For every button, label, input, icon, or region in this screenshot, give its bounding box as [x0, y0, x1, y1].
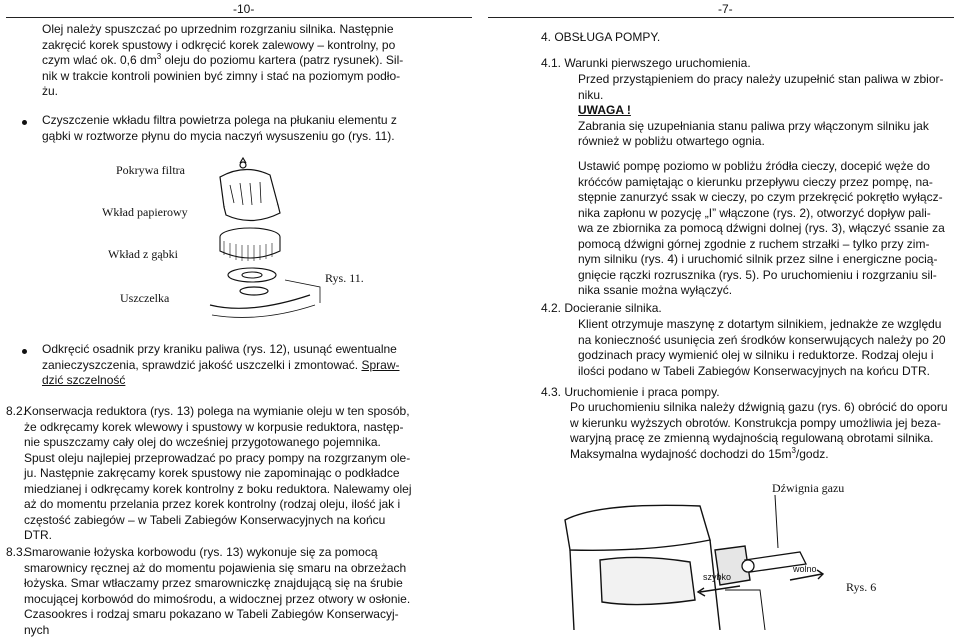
figure-11-caption: Rys. 11.	[325, 271, 364, 285]
label-throttle-lever: Dźwignia gazu	[772, 481, 845, 495]
left-header-rule	[6, 17, 472, 18]
section-8-3-bearing-lubrication: Smarowanie łożyska korbowodu (rys. 13) wykonuje się za pomocą smarownicy ręcznej aż do momentu pojawienia się smaru na obrzeżach łożyska. Smar wtłaczamy przez smarowniczkę znajdującą się na śrubie mocującej korbowód do mimośrodu, a widocznej przez otwory w osłonie. Czasookres i rodzaj smaru pokazano w Tabeli Zabiegów Konserwacyj- nych	[24, 545, 411, 637]
oil-drain-paragraph: Olej należy spuszczać po uprzednim rozgrzaniu silnika. Następnie zakręcić korek spustowy i odkręcić korek zalewowy – kontrolny, po czym wlać ok. 0,6 $dm^3$ oleju do poziomu kartera (patrz rysunek). Sil- nik w trakcie kontroli powinien być zimny i stać na poziomym podło- żu.	[42, 22, 404, 98]
figure-6-caption: Rys. 6	[846, 580, 877, 594]
fast-label: szybko	[703, 572, 732, 582]
filter-cover-icon	[220, 158, 280, 221]
paper-insert-icon	[220, 228, 280, 261]
section-4-1-text: Przed przystąpieniem do pracy należy uzupełnić stan paliwa w zbior- niku. UWAGA ! Zabrania się uzupełniania stanu paliwa przy włączonym silniku jak również w pobliżu otwartego ognia.	[578, 72, 944, 148]
label-gasket: Uszczelka	[120, 291, 170, 305]
section-8-3-number: 8.3.	[6, 545, 27, 559]
check-tightness-link: dzić szczelność	[42, 373, 126, 387]
sediment-cup-paragraph: Odkręcić osadnik przy kraniku paliwa (rys. 12), usunąć ewentualne zanieczyszczenia, sprawdzić jakość uszczelki i zmontować. Spraw- dzić szczelność	[42, 342, 400, 387]
warning-label: UWAGA !	[578, 103, 631, 117]
engine-housing-icon	[565, 505, 765, 630]
section-4-1-heading: 4.1. Warunki pierwszego uruchomienia.	[541, 56, 751, 70]
label-paper-insert: Wkład papierowy	[102, 205, 188, 219]
check-tightness-link: Spraw-	[361, 357, 400, 372]
left-page-number: -10-	[233, 2, 255, 16]
gasket-icon	[210, 280, 320, 317]
section-4-2-text: Klient otrzymuje maszynę z dotartym silnikiem, jednakże ze względu na konieczność usunięcia zeń środków konserwujących należy po 20 godzinach pracy wymienić olej w silniku i reduktorze. Rodzaj oleju i ilości podano w Tabeli Zabiegów Konserwacyjnych na końcu DTR.	[578, 317, 946, 378]
right-header-rule	[488, 17, 954, 18]
section-4-3-heading: 4.3. Uruchomienie i praca pompy.	[541, 385, 720, 399]
section-8-2-reducer-maintenance: Konserwacja reduktora (rys. 13) polega na wymianie oleju w ten sposób, że odkręcamy korek wlewowy i spustowy w korpusie reduktora, następ- nie spuszczamy cały olej do wcześniej przygotowanego pojemnika. Spust oleju najlepiej przeprowadzać po pracy pompy na rozgrzanym ole- ju. Następnie zakręcamy korek spustowy nie zapominając o podkładce miedzianej i odkręcamy korek kontrolny z boku reduktora. Nalewamy olej aż do momentu przelania przez korek kontrolny (rodzaj oleju, ilość jak i częstość zabiegów – w Tabeli Zabiegów Konserwacyjnych na końcu DTR.	[24, 404, 412, 542]
slow-label: wolno	[793, 564, 817, 574]
section-4-3-text: Po uruchomieniu silnika należy dźwignią gazu (rys. 6) obrócić do oporu w kierunku wyższych obrotów. Konstrukcja pompy umożliwia jej beza- waryjną pracę ze zmienną wydajnością regulowaną obrotami silnika. Maksymalna wydajność dochodzi do $15m^3$/godz.	[570, 400, 948, 461]
throttle-lever-icon	[742, 495, 806, 572]
label-foam-insert: Wkład z gąbki	[108, 247, 178, 261]
section-4-2-heading: 4.2. Docieranie silnika.	[541, 301, 662, 315]
throttle-lever-drawing	[560, 490, 850, 630]
label-filter-cover: Pokrywa filtra	[116, 163, 185, 177]
air-filter-exploded-drawing	[190, 155, 325, 325]
section-4-heading: 4. OBSŁUGA POMPY.	[541, 30, 661, 44]
section-8-2-number: 8.2.	[6, 404, 27, 418]
bullet	[22, 120, 27, 125]
foam-insert-icon	[228, 268, 276, 282]
start-procedure-paragraph: Ustawić pompę poziomo w pobliżu źródła cieczy, docepić węże do króćców pamiętając o kierunku przepływu cieczy przez pompę, na- stępnie zanurzyć ssak w cieczy, po czym przekręcić pokrętło wyłącz- nika zapłonu w pozycję „I” włączone (rys. 2), otworzyć dopływ pali- wa ze zbiornika za pomocą dźwigni dolnej (rys. 3), włączyć ssanie za pomocą dźwigni górnej zgodnie z ruchem strzałki – tylko przy zim- nym silniku (rys. 4) i uruchomić silnik przez silne i energiczne pocią- gnięcie rączki rozrusznika (rys. 5). Po uruchomieniu i rozgrzaniu sil- nika ssanie można wyłączyć.	[578, 159, 945, 297]
bullet	[22, 349, 27, 354]
air-filter-paragraph: Czyszczenie wkładu filtra powietrza polega na płukaniu elementu z gąbki w roztworze płynu do mycia naczyń wysuszeniu go (rys. 11).	[42, 113, 397, 143]
right-page-number: -7-	[718, 2, 733, 16]
